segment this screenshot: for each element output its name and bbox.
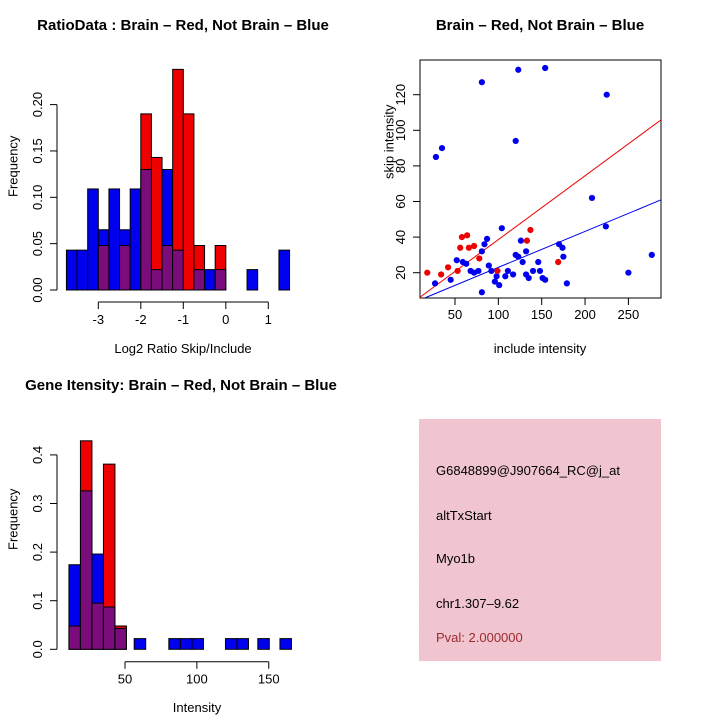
gene-info-panel <box>419 419 661 661</box>
histogram-bar-segment <box>77 250 88 290</box>
histogram-bar-segment <box>237 639 248 650</box>
x-tick-label: -1 <box>177 312 190 327</box>
scatter-point-blue <box>479 248 485 254</box>
intensity-scatter-plot <box>360 0 720 360</box>
x-tick-label: 100 <box>186 671 208 687</box>
scatter-point-blue <box>535 259 541 265</box>
histogram-bar-overlap-segment <box>141 169 152 290</box>
y-tick-label: 0.20 <box>30 91 45 118</box>
scatter-point-red <box>438 271 444 277</box>
scatter-point-blue <box>542 277 548 283</box>
x-tick-label: -2 <box>135 312 147 327</box>
histogram-bar-overlap-segment <box>98 246 109 290</box>
scatter-point-blue <box>559 245 565 251</box>
scatter-point-blue <box>515 254 521 260</box>
y-tick-label: 120 <box>393 83 408 106</box>
y-tick-label: 20 <box>393 265 408 280</box>
scatter-point-blue <box>523 248 529 254</box>
scatter-point-blue <box>560 254 566 260</box>
histogram-bar-overlap-segment <box>69 626 80 649</box>
histogram-bar-segment <box>169 639 180 650</box>
scatter-point-blue <box>484 236 490 242</box>
scatter-point-blue <box>513 138 519 144</box>
scatter-point-blue <box>475 268 481 274</box>
scatter-point-blue <box>481 241 487 247</box>
x-tick-label: 50 <box>447 307 463 322</box>
scatter-point-red <box>527 227 533 233</box>
scatter-point-red <box>455 268 461 274</box>
y-tick-label: 80 <box>393 158 408 174</box>
scatter-point-blue <box>502 273 508 279</box>
y-tick-label: 0.3 <box>30 494 45 513</box>
x-tick-label: 0 <box>222 312 230 327</box>
histogram-bar-overlap-segment <box>115 628 126 649</box>
scatter-point-blue <box>454 257 460 263</box>
ratio-histogram-xlabel: Log2 Ratio Skip/Include <box>114 341 252 356</box>
probe-id-text: G6848899@J907664_RC@j_at <box>436 463 620 478</box>
scatter-point-blue <box>625 270 631 276</box>
histogram-bar-segment <box>183 114 194 290</box>
histogram-bar-overlap-segment <box>215 270 226 290</box>
scatter-point-blue <box>604 92 610 98</box>
histogram-bar-segment <box>279 250 290 290</box>
ratio-histogram-title: RatioData : Brain – Red, Not Brain – Blue <box>37 17 329 34</box>
y-tick-label: 0.1 <box>30 591 45 610</box>
y-tick-label: 0.4 <box>30 445 45 464</box>
histogram-bar-segment <box>109 189 120 290</box>
histogram-bar-segment <box>130 189 141 290</box>
scatter-point-blue <box>603 223 609 229</box>
gene-intensity-histogram-plot <box>0 360 360 720</box>
scatter-point-blue <box>488 268 494 274</box>
ratio_histogram-bars <box>66 69 289 290</box>
histogram-bar-overlap-segment <box>80 491 91 649</box>
histogram-bar-overlap-segment <box>162 246 173 290</box>
y-tick-label: 0.00 <box>30 277 45 303</box>
x-tick-label: 100 <box>487 307 510 322</box>
scatter-point-blue <box>432 280 438 286</box>
scatter-point-red <box>494 268 500 274</box>
scatter-point-blue <box>486 262 492 268</box>
scatter-point-blue <box>537 268 543 274</box>
histogram-bar-segment <box>192 639 203 650</box>
scatter-point-red <box>524 238 530 244</box>
x-tick-label: -3 <box>92 312 105 327</box>
scatter-point-blue <box>479 79 485 85</box>
chromosome-location-text: chr1.307–9.62 <box>436 596 520 611</box>
y-tick-label: 0.10 <box>30 184 45 210</box>
histogram-bar-overlap-segment <box>173 250 184 290</box>
x-tick-label: 150 <box>257 671 280 687</box>
scatter-xlabel: include intensity <box>493 341 587 356</box>
scatter-point-blue <box>499 225 505 231</box>
scatter-point-blue <box>530 268 536 274</box>
y-tick-label: 60 <box>393 194 408 209</box>
scatter-point-red <box>476 255 482 261</box>
scatter-point-blue <box>433 154 439 160</box>
scatter-point-blue <box>520 259 526 265</box>
scatter-point-red <box>471 243 477 249</box>
event-type-text: altTxStart <box>436 508 492 523</box>
scatter-point-blue <box>564 280 570 286</box>
histogram-bar-segment <box>225 639 236 650</box>
scatter-point-red <box>424 270 430 276</box>
scatter-title: Brain – Red, Not Brain – Blue <box>435 17 645 34</box>
y-tick-label: 0.05 <box>30 230 45 257</box>
y-tick-label: 40 <box>393 229 408 245</box>
histogram-bar-overlap-segment <box>120 246 131 290</box>
scatter-point-blue <box>589 195 595 201</box>
scatter-point-blue <box>448 277 454 283</box>
histogram-bar-segment <box>258 639 269 650</box>
pval-text: Pval: 2.000000 <box>436 630 523 645</box>
gene-name-text: Myo1b <box>436 551 476 566</box>
histogram-bar-segment <box>66 250 77 290</box>
plot-canvas: -3 -2 -1 0 1 0.00 0.05 0.10 0.15 0.20 50 100 150 200 250 20 40 60 80 100 120 50 100 150 0.0 0.1 0.2 0.3 0.4 RatioData : Brain – Red, Not Brain – Blue Brain – Red, Not Brain – Blue Gene Itensity: Brain – Red, Not Brain – Blue Log2 Ratio Skip/Include include intensity Intensity Frequency skip intensity Frequency G6848899@J907664_RC@j_at altTxStart Myo1b chr1.307–9.62 Pval: 2.000000 <box>0 0 720 720</box>
scatter-point-blue <box>526 275 532 281</box>
scatter-point-red <box>457 245 463 251</box>
scatter-point-blue <box>515 67 521 73</box>
scatter-point-blue <box>494 273 500 279</box>
histogram-bar-segment <box>134 639 145 650</box>
ratio-histogram-plot <box>0 0 360 360</box>
scatter-point-red <box>555 259 561 265</box>
gene_intensity_histogram-bars <box>69 441 292 649</box>
histogram-bar-overlap-segment <box>194 270 205 290</box>
y-tick-label: 100 <box>393 119 408 142</box>
histogram-bar-overlap-segment <box>92 603 103 649</box>
histogram-bar-segment <box>88 189 99 290</box>
scatter-point-blue <box>439 145 445 151</box>
y-tick-label: 0.0 <box>30 640 45 659</box>
gene-histogram-title: Gene Itensity: Brain – Red, Not Brain – Blue <box>25 377 337 394</box>
scatter-point-blue <box>496 282 502 288</box>
x-tick-label: 1 <box>264 312 272 327</box>
scatter-point-blue <box>649 252 655 258</box>
histogram-bar-segment <box>247 270 258 290</box>
x-tick-label: 200 <box>574 307 596 322</box>
x-tick-label: 50 <box>117 671 133 687</box>
histogram-bar-segment <box>180 639 191 650</box>
scatter-point-red <box>464 232 470 238</box>
histogram-bar-overlap-segment <box>103 607 114 649</box>
scatter-point-blue <box>542 65 548 71</box>
scatter-point-blue <box>479 289 485 295</box>
histogram-bar-segment <box>205 270 216 290</box>
scatter-point-red <box>445 264 451 270</box>
y-tick-label: 0.2 <box>30 543 45 562</box>
scatter-point-blue <box>505 268 511 274</box>
scatter-point-blue <box>510 271 516 277</box>
scatter-point-blue <box>518 238 524 244</box>
gene-histogram-xlabel: Intensity <box>172 700 222 715</box>
y-tick-label: 0.15 <box>30 138 45 164</box>
scatter-point-blue <box>463 261 469 267</box>
x-tick-label: 150 <box>530 307 553 322</box>
histogram-bar-overlap-segment <box>151 270 162 290</box>
histogram-bar-segment <box>280 639 291 650</box>
x-tick-label: 250 <box>617 307 640 322</box>
